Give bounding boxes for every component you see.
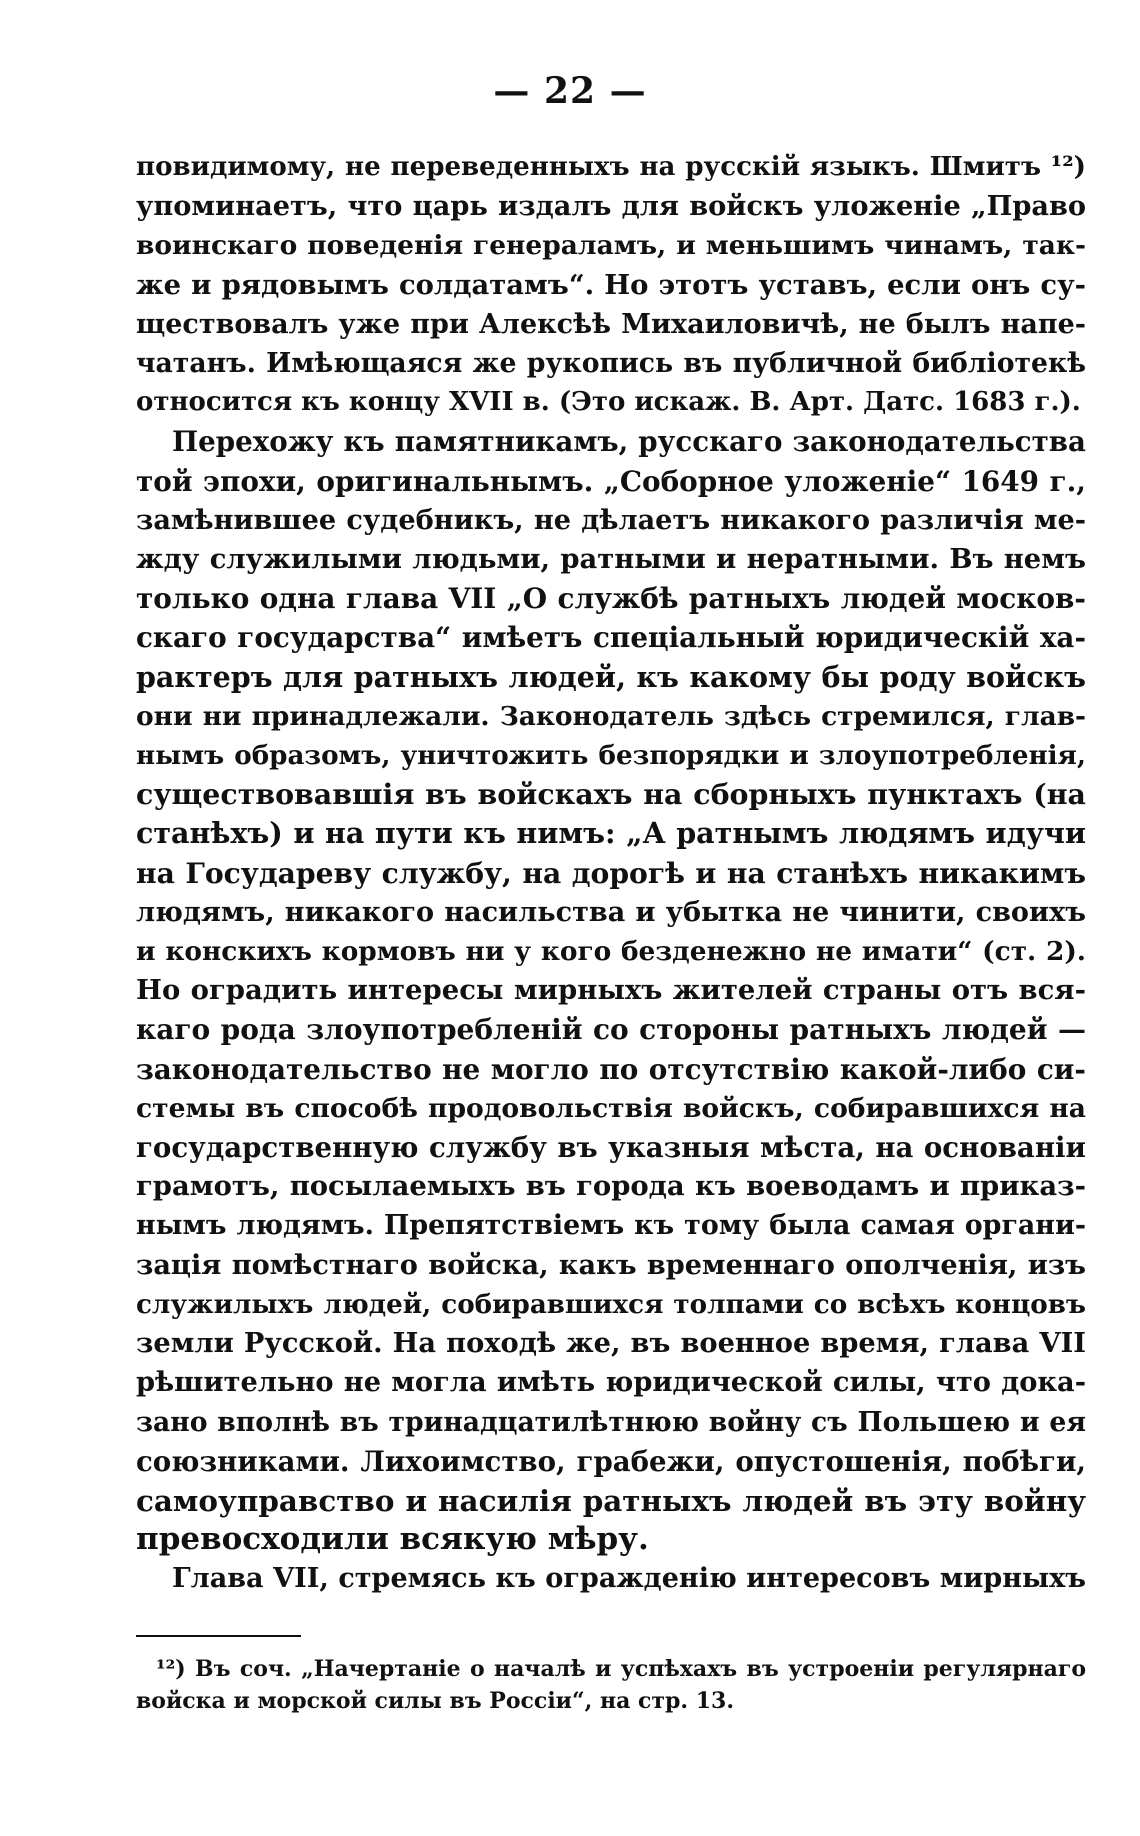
text-line: самоуправство и насилія ратныхъ людей въ эту войну — [136, 1482, 1086, 1518]
text-line: той эпохи, оригинальнымъ. „Соборное уложеніе“ 1649 г., — [136, 464, 1086, 498]
text-line: чатанъ. Имѣющаяся же рукопись въ публичной библіотекѣ — [136, 348, 1086, 380]
text-line: станѣхъ) и на пути къ нимъ: „А ратнымъ людямъ идучи — [136, 816, 1086, 851]
text-line: законодательство не могло по отсутствію какой-либо си- — [136, 1052, 1086, 1086]
text-line: государственную службу въ указныя мѣста, на основаніи — [136, 1131, 1086, 1165]
paragraph-start-line: Глава VII, стремясь къ огражденію интересовъ мирныхъ — [172, 1563, 1086, 1595]
text-line: рѣшительно не могла имѣть юридической силы, что дока- — [136, 1366, 1086, 1399]
text-line: стемы въ способѣ продовольствія войскъ, собиравшихся на — [136, 1092, 1086, 1124]
text-line: относится къ концу XVII в. (Это искаж. В. Арт. Датс. 1683 г.). — [136, 387, 1081, 418]
text-line: грамотъ, посылаемыхъ въ города къ воеводамъ и приказ- — [136, 1170, 1086, 1203]
text-line: существовавшія въ войскахъ на сборныхъ пунктахъ (на — [136, 777, 1086, 812]
text-line: служилыхъ людей, собиравшихся толпами со всѣхъ концовъ — [136, 1288, 1086, 1320]
text-line: зація помѣстнаго войска, какъ временнаго ополченія, изъ — [136, 1249, 1086, 1281]
text-line: нымъ образомъ, уничтожить безпорядки и злоупотребленія, — [136, 740, 1086, 772]
text-line: ществовалъ уже при Алексѣѣ Михаиловичѣ, не былъ напе- — [136, 308, 1086, 340]
footnote-line: войска и морской силы въ Россіи“, на стр. 13. — [136, 1688, 734, 1714]
text-line: союзниками. Лихоимство, грабежи, опустошенія, побѣги, — [136, 1444, 1086, 1478]
text-line: упоминаетъ, что царь издалъ для войскъ уложеніе „Право — [136, 190, 1086, 223]
text-line: Но оградить интересы мирныхъ жителей страны отъ вся- — [136, 974, 1086, 1007]
text-line: же и рядовымъ солдатамъ“. Но этотъ уставъ, если онъ су- — [136, 268, 1086, 301]
text-line: каго рода злоупотребленій со стороны ратныхъ людей — — [136, 1013, 1086, 1047]
text-line: превосходили всякую мѣру. — [136, 1521, 649, 1558]
text-line: и конскихъ кормовъ ни у кого безденежно не имати“ (ст. 2). — [136, 936, 1086, 968]
text-line: они ни принадлежали. Законодатель здѣсь стремился, глав- — [136, 700, 1086, 732]
text-line: земли Русской. На походѣ же, въ военное время, глава VII — [136, 1327, 1086, 1360]
text-line: на Государеву службу, на дорогѣ и на станѣхъ никакимъ — [136, 856, 1086, 890]
footnote-divider — [136, 1635, 301, 1637]
text-line: зано вполнѣ въ тринадцатилѣтнюю войну съ Польшею и ея — [136, 1406, 1086, 1438]
text-line: повидимому, не переведенныхъ на русскій языкъ. Шмитъ ¹²) — [136, 152, 1086, 182]
text-line: замѣнившее судебникъ, не дѣлаетъ никакого различія ме- — [136, 504, 1086, 536]
footnote-line: ¹²) Въ соч. „Начертаніе о началѣ и успѣхахъ въ устроеніи регулярнаго — [156, 1656, 1086, 1682]
text-line: людямъ, никакого насильства и убытка не чинити, своихъ — [136, 896, 1086, 928]
text-line: жду служилыми людьми, ратными и нератными. Въ немъ — [136, 543, 1086, 576]
text-line: скаго государства“ имѣетъ спеціальный юридическій ха- — [136, 621, 1086, 655]
text-line: только одна глава VII „О службѣ ратныхъ людей москов- — [136, 582, 1086, 616]
paragraph-start-line: Перехожу къ памятникамъ, русскаго законодательства — [172, 425, 1086, 459]
footnotes — [136, 1653, 1086, 1717]
text-line: нымъ людямъ. Препятствіемъ къ тому была самая органи- — [136, 1210, 1086, 1242]
page-number: — 22 — — [493, 70, 647, 112]
text-line: воинскаго поведенія генераламъ, и меньшимъ чинамъ, так- — [136, 230, 1086, 262]
body-text — [136, 148, 1086, 1599]
text-line: рактеръ для ратныхъ людей, къ какому бы роду войскъ — [136, 659, 1086, 694]
